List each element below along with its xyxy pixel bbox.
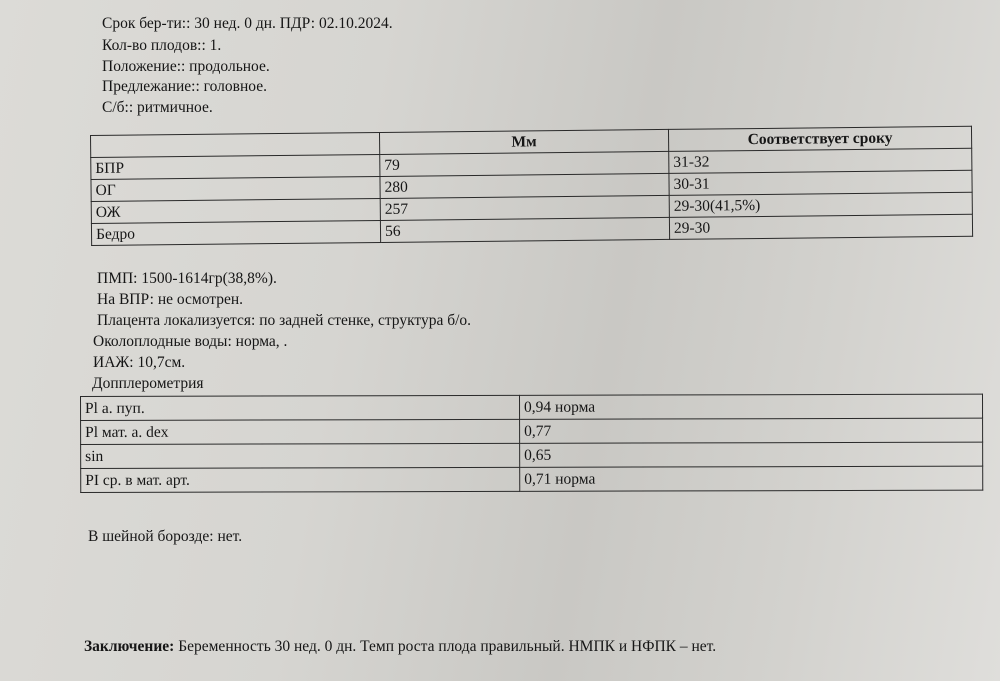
amniotic-fluid-line: Околоплодные воды: норма, . bbox=[93, 333, 288, 350]
table-row bbox=[81, 394, 983, 420]
table-cell: PI ср. в мат. арт. bbox=[81, 467, 520, 492]
table-cell: 0,77 bbox=[520, 418, 983, 443]
placenta-line: Плацента локализуется: по задней стенке, структура б/о. bbox=[97, 312, 472, 329]
fetal-weight-line: ПМП: 1500-1614гр(38,8%). bbox=[97, 270, 277, 287]
table-cell: 79 bbox=[380, 151, 669, 176]
table-cell: 0,65 bbox=[520, 442, 983, 467]
anomalies-line: На ВПР: не осмотрен. bbox=[97, 291, 244, 308]
table-cell: 0,71 норма bbox=[520, 466, 983, 491]
table-cell: Бедро bbox=[91, 220, 380, 245]
conclusion-line bbox=[84, 636, 716, 657]
biometry-table bbox=[90, 126, 973, 246]
table-cell: ОГ bbox=[91, 176, 380, 201]
conclusion-text: Беременность 30 нед. 0 дн. Темп роста плода правильный. НМПК и НФПК – нет. bbox=[174, 638, 717, 655]
table-cell: ОЖ bbox=[91, 198, 380, 223]
table-cell: БПР bbox=[91, 154, 380, 179]
table-cell: 29-30 bbox=[669, 214, 972, 239]
presentation-line: Предлежание:: головное. bbox=[102, 78, 267, 95]
table-cell: Pl мат. а. dex bbox=[81, 419, 520, 444]
table-row bbox=[81, 466, 983, 492]
table-header-cell: Мм bbox=[379, 129, 668, 154]
doppler-heading: Допплерометрия bbox=[92, 375, 204, 392]
conclusion-label: Заключение: bbox=[84, 638, 175, 655]
afi-line: ИАЖ: 10,7см. bbox=[93, 354, 186, 371]
table-row bbox=[81, 418, 983, 444]
table-cell: 56 bbox=[380, 217, 669, 242]
neck-cord-line: В шейной борозде: нет. bbox=[88, 528, 243, 545]
table-header-cell bbox=[91, 132, 380, 157]
table-cell: 0,94 норма bbox=[519, 394, 982, 419]
table-cell: Pl а. пуп. bbox=[81, 395, 520, 420]
table-cell: sin bbox=[81, 443, 520, 468]
table-cell: 280 bbox=[380, 173, 669, 198]
table-cell: 29-30(41,5%) bbox=[669, 192, 972, 217]
heartbeat-line: С/б:: ритмичное. bbox=[102, 99, 213, 116]
table-cell: 257 bbox=[380, 195, 669, 220]
fetus-count-line: Кол-во плодов:: 1. bbox=[102, 37, 222, 54]
gestation-line: Срок бер-ти:: 30 нед. 0 дн. ПДР: 02.10.2024. bbox=[102, 15, 393, 32]
position-line: Положение:: продольное. bbox=[102, 58, 270, 75]
table-header-cell: Соответствует сроку bbox=[668, 126, 971, 151]
table-cell: 31-32 bbox=[669, 148, 972, 173]
table-cell: 30-31 bbox=[669, 170, 972, 195]
table-row bbox=[81, 442, 983, 468]
doppler-table bbox=[80, 394, 983, 493]
